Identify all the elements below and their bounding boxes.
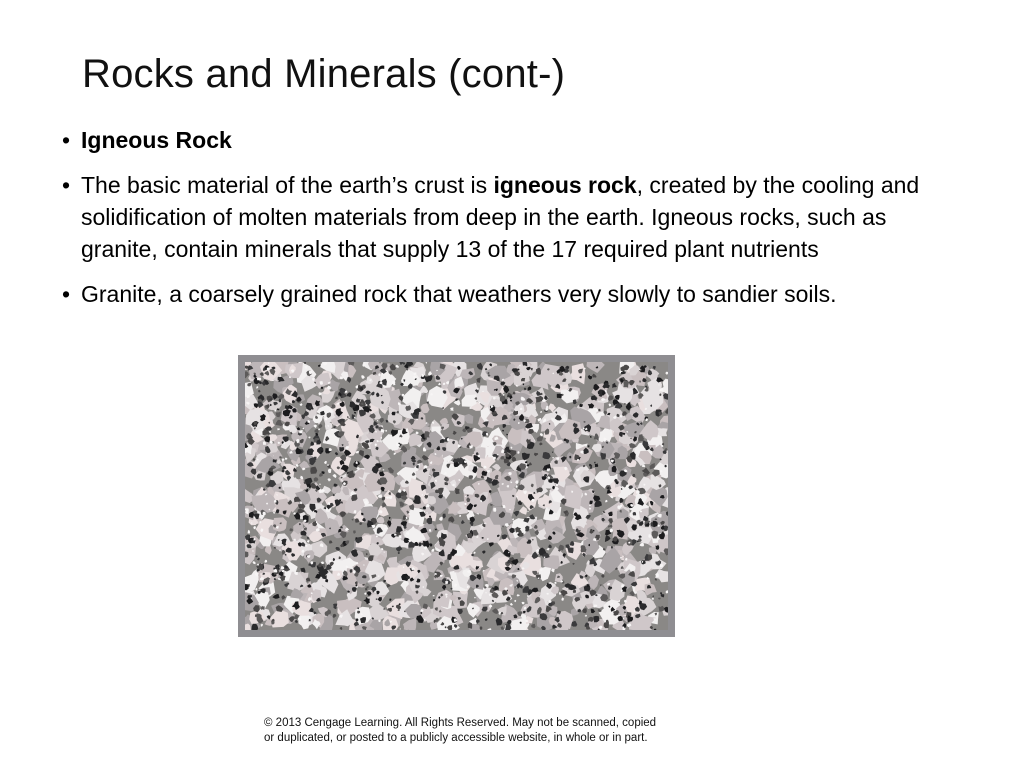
granite-texture (245, 362, 668, 630)
bullet-bold-text: Igneous Rock (81, 127, 232, 153)
bullet-icon: • (62, 172, 71, 198)
bullet-item-igneous-heading (62, 124, 922, 156)
granite-photo (238, 355, 675, 637)
bullet-text: , created by the cooling and solidification of molten materials from deep in the earth. Igneous rocks, such as granite, contain minerals that supply 13 of the 17 required plant nutrients (81, 172, 920, 262)
bullet-item-granite (62, 278, 922, 310)
copyright-notice (264, 716, 724, 746)
bullet-icon: • (62, 281, 71, 307)
bullet-icon: • (62, 127, 71, 153)
bullet-bold-text: igneous rock (493, 172, 637, 198)
bullet-text: The basic material of the earth’s crust is (81, 172, 494, 198)
copyright-line: or duplicated, or posted to a publicly accessible website, in whole or in part. (264, 732, 648, 744)
copyright-line: © 2013 Cengage Learning. All Rights Reserved. May not be scanned, copied (264, 717, 657, 729)
bullet-list (62, 124, 922, 323)
bullet-text: Granite, a coarsely grained rock that weathers very slowly to sandier soils. (81, 281, 837, 307)
bullet-item-igneous-description (62, 169, 922, 265)
slide-title: Rocks and Minerals (cont-) (82, 52, 566, 96)
